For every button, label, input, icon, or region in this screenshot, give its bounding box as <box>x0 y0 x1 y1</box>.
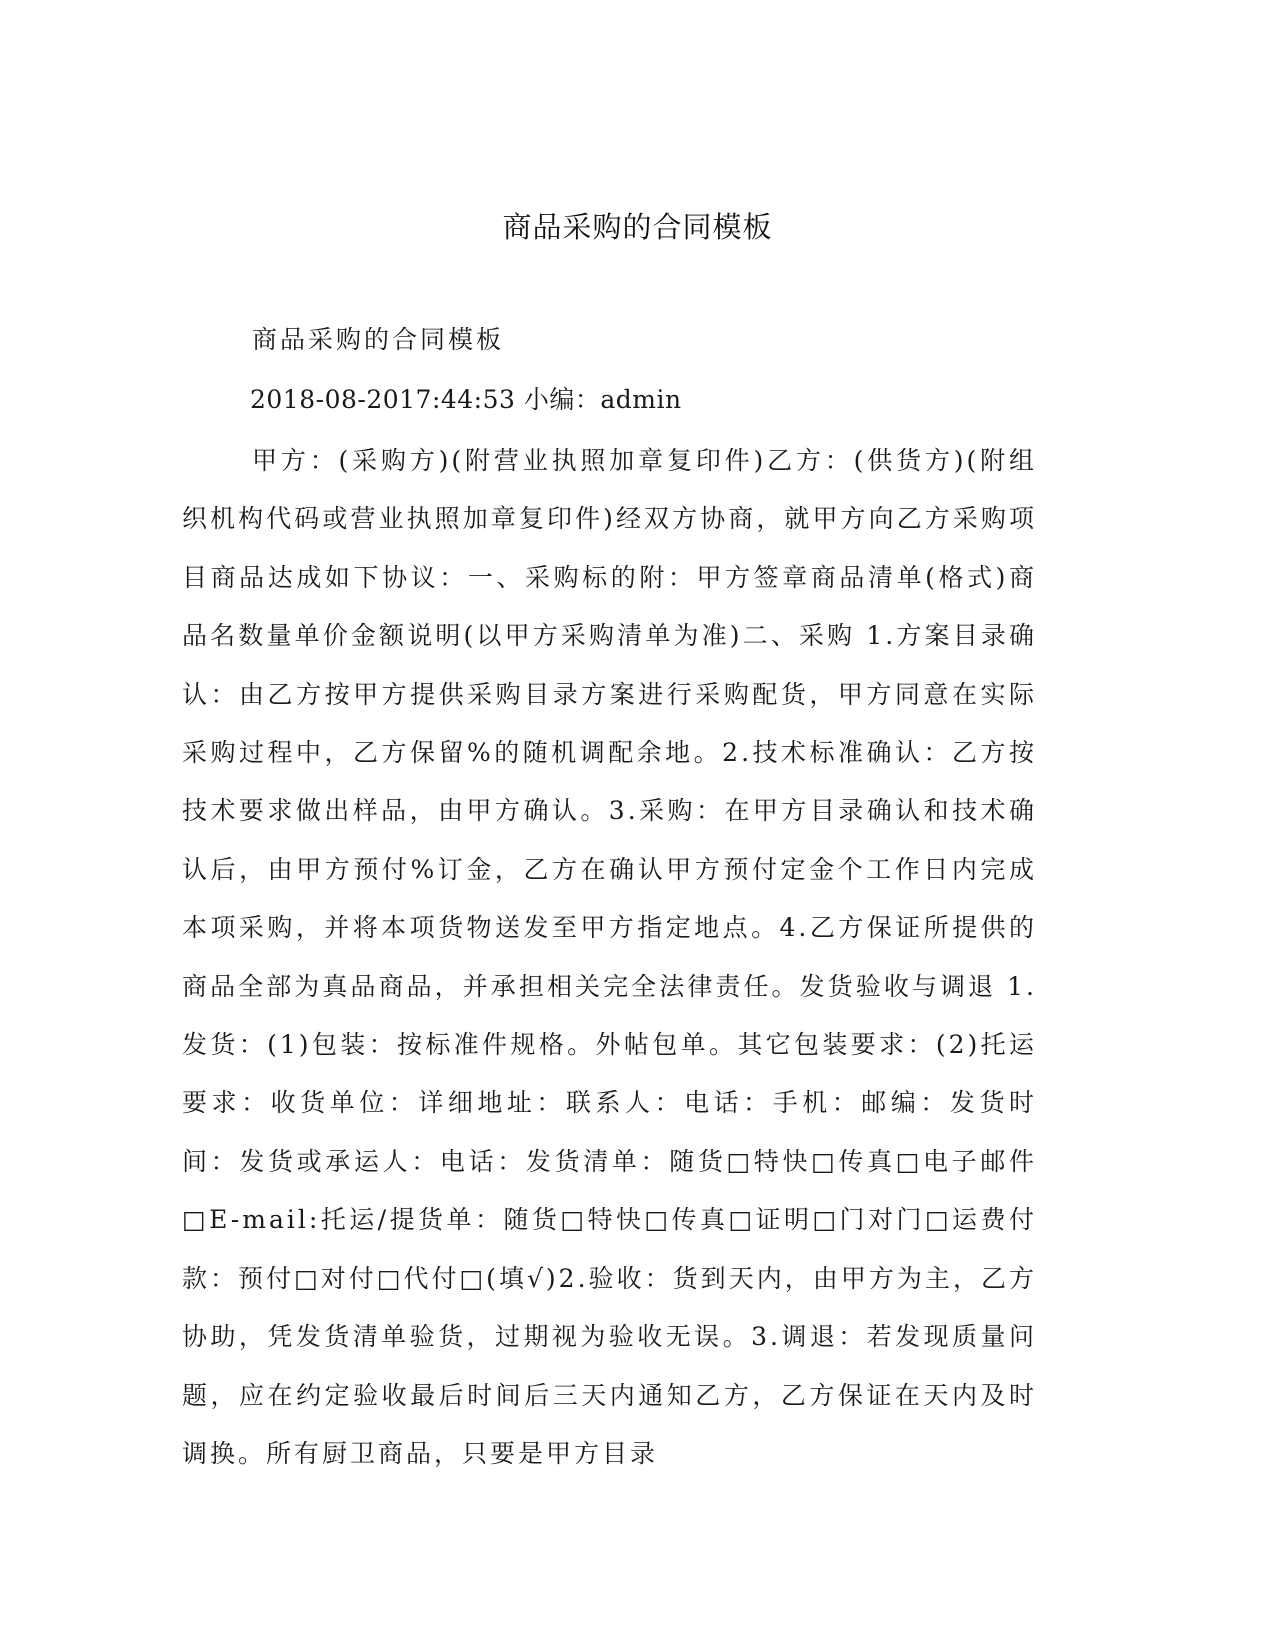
document-title: 商品采购的合同模板 <box>502 210 773 244</box>
document-body-paragraph: 甲方：(采购方)(附营业执照加章复印件)乙方：(供货方)(附组织机构代码或营业执照加章复印件)经双方协商，就甲方向乙方采购项目商品达成如下协议：一、采购标的附：甲方签章商品清单(格式)商品名数量单价金额说明(以甲方采购清单为准)二、采购 1.方案目录确认：由乙方按甲方提供采购目录方案进行采购配货，甲方同意在实际采购过程中，乙方保留%的随机调配余地。2.技术标准确认：乙方按技术要求做出样品，由甲方确认。3.采购：在甲方目录确认和技术确认后，由甲方预付%订金，乙方在确认甲方预付定金个工作日内完成本项采购，并将本项货物送发至甲方指定地点。4.乙方保证所提供的商品全部为真品商品，并承担相关完全法律责任。发货验收与调退 1.发货：(1)包装：按标准件规格。外帖包单。其它包装要求：(2)托运要求：收货单位：详细地址：联系人：电话：手机：邮编：发货时间：发货或承运人：电话：发货清单：随货□特快□传真□电子邮件□E-mail:托运/提货单：随货□特快□传真□证明□门对门□运费付款：预付□对付□代付□(填√)2.验收：货到天内，由甲方为主，乙方协助，凭发货清单验货，过期视为验收无误。3.调退：若发现质量问题，应在约定验收最后时间后三天内通知乙方，乙方保证在天内及时调换。所有厨卫商品，只要是甲方目录 <box>182 446 1037 1468</box>
document-meta-line: 2018-08-2017:44:53 小编：admin <box>250 385 682 414</box>
document-subtitle: 商品采购的合同模板 <box>252 325 505 354</box>
